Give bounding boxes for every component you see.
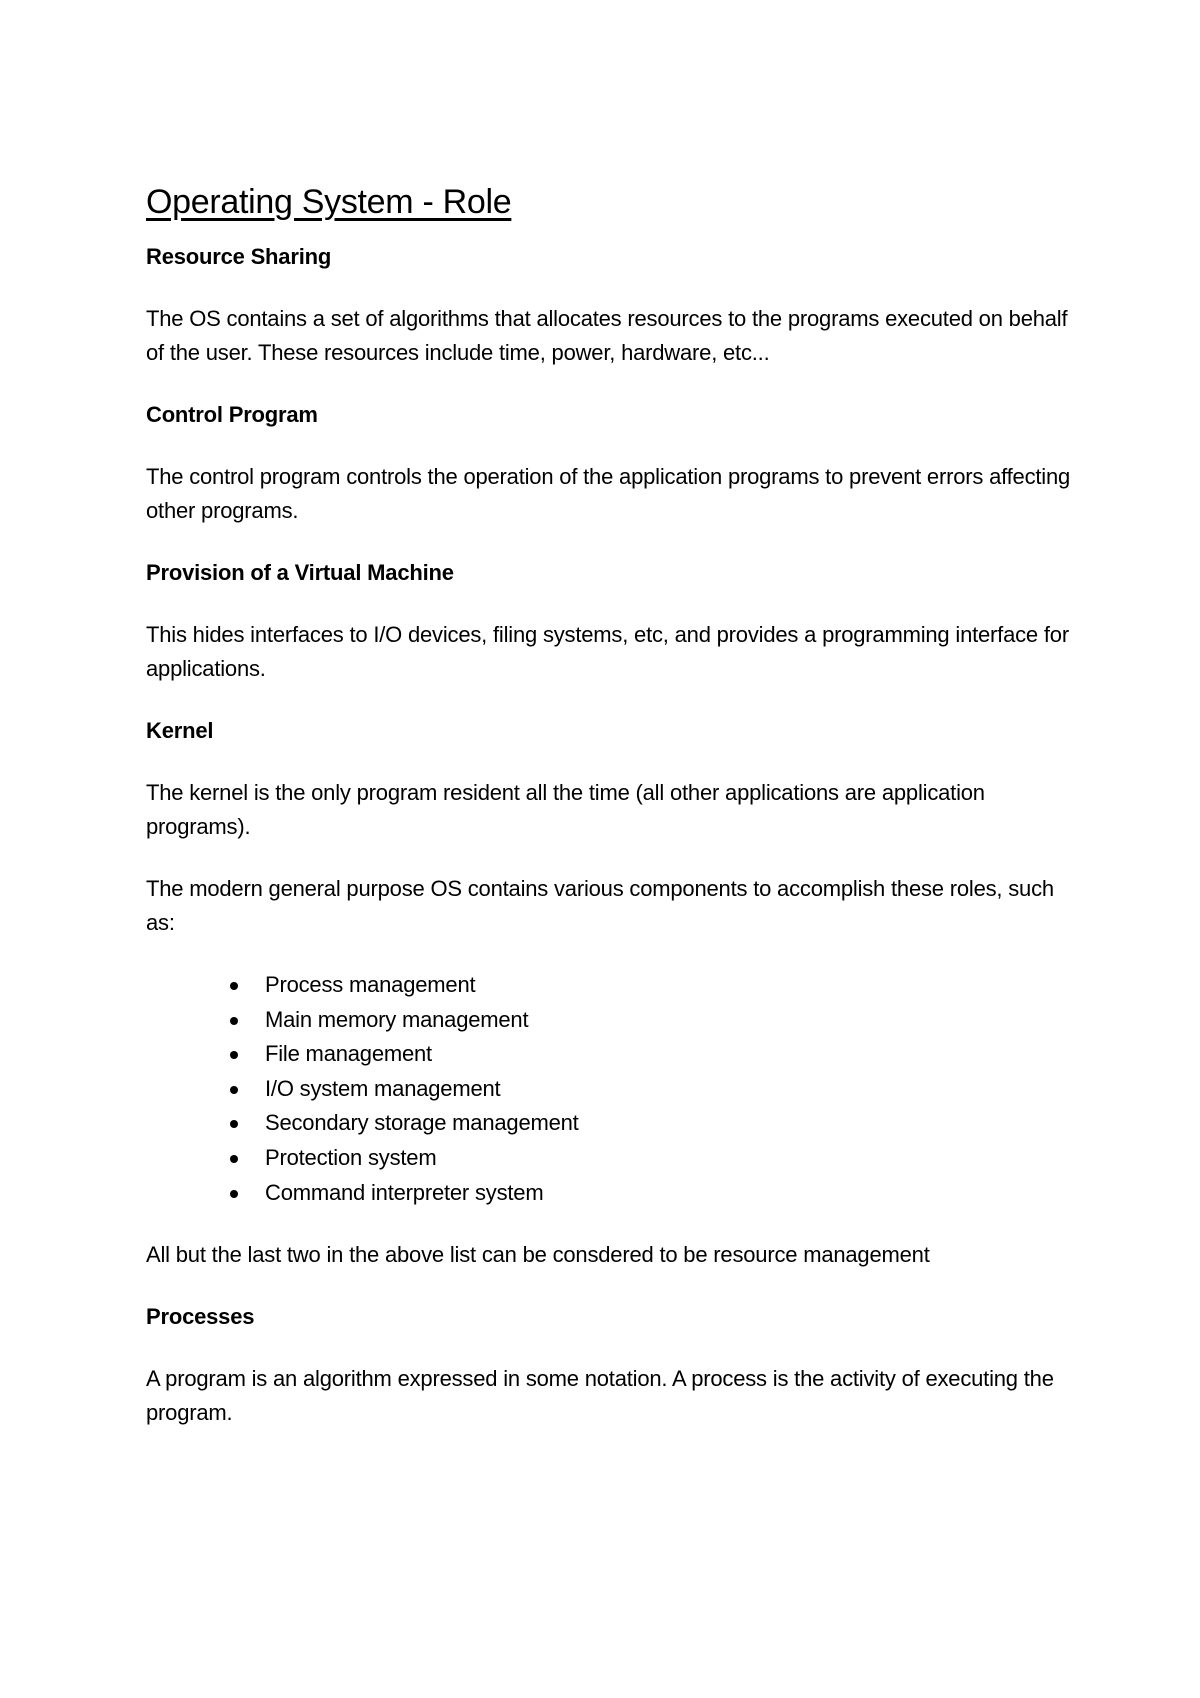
components-intro: The modern general purpose OS contains various components to accomplish these roles, such as: [146,876,1054,935]
section-processes [146,1300,1076,1430]
list-item-text: Protection system [265,1144,437,1170]
bullet-icon [230,982,238,990]
section-heading: Control Program [146,402,318,427]
list-item-text: Process management [265,972,476,997]
bullet-icon [230,1017,238,1025]
list-item [230,1072,1076,1107]
section-text: The control program controls the operation of the application programs to prevent errors affecting other programs. [146,464,1071,523]
list-item-text: Command interpreter system [265,1179,544,1205]
list-item [230,1176,1076,1211]
section-text: The kernel is the only program resident all the time (all other applications are application programs). [146,780,985,839]
bullet-icon [230,1155,238,1163]
section-resource-sharing [146,240,1076,370]
bullet-icon [230,1086,238,1094]
list-item [230,968,1076,1003]
list-item [230,1141,1076,1176]
document-page [146,178,1076,1458]
bullet-icon [230,1051,238,1059]
section-virtual-machine [146,556,1076,686]
section-heading: Resource Sharing [146,244,332,269]
section-kernel [146,714,1076,1272]
components-note: All but the last two in the above list can be consdered to be resource management [146,1242,930,1268]
section-text: This hides interfaces to I/O devices, filing systems, etc, and provides a programming interface for applications. [146,622,1069,681]
list-item-text: Main memory management [265,1006,529,1032]
list-item-text: I/O system management [265,1075,501,1101]
section-control-program [146,398,1076,528]
list-item [230,1003,1076,1038]
document-title: Operating System - Role [146,183,512,221]
bullet-icon [230,1190,238,1198]
list-item-text: File management [265,1041,432,1067]
section-heading: Kernel [146,718,214,743]
section-text: A program is an algorithm expressed in some notation. A process is the activity of executing the program. [146,1366,1054,1426]
section-heading: Provision of a Virtual Machine [146,560,454,585]
bullet-icon [230,1120,238,1128]
section-text: The OS contains a set of algorithms that allocates resources to the programs executed on behalf of the user. These resources include time, power, hardware, etc... [146,306,1068,365]
components-list [146,968,1076,1210]
section-heading: Processes [146,1304,255,1330]
list-item-text: Secondary storage management [265,1110,579,1136]
list-item [230,1106,1076,1141]
list-item [230,1037,1076,1072]
